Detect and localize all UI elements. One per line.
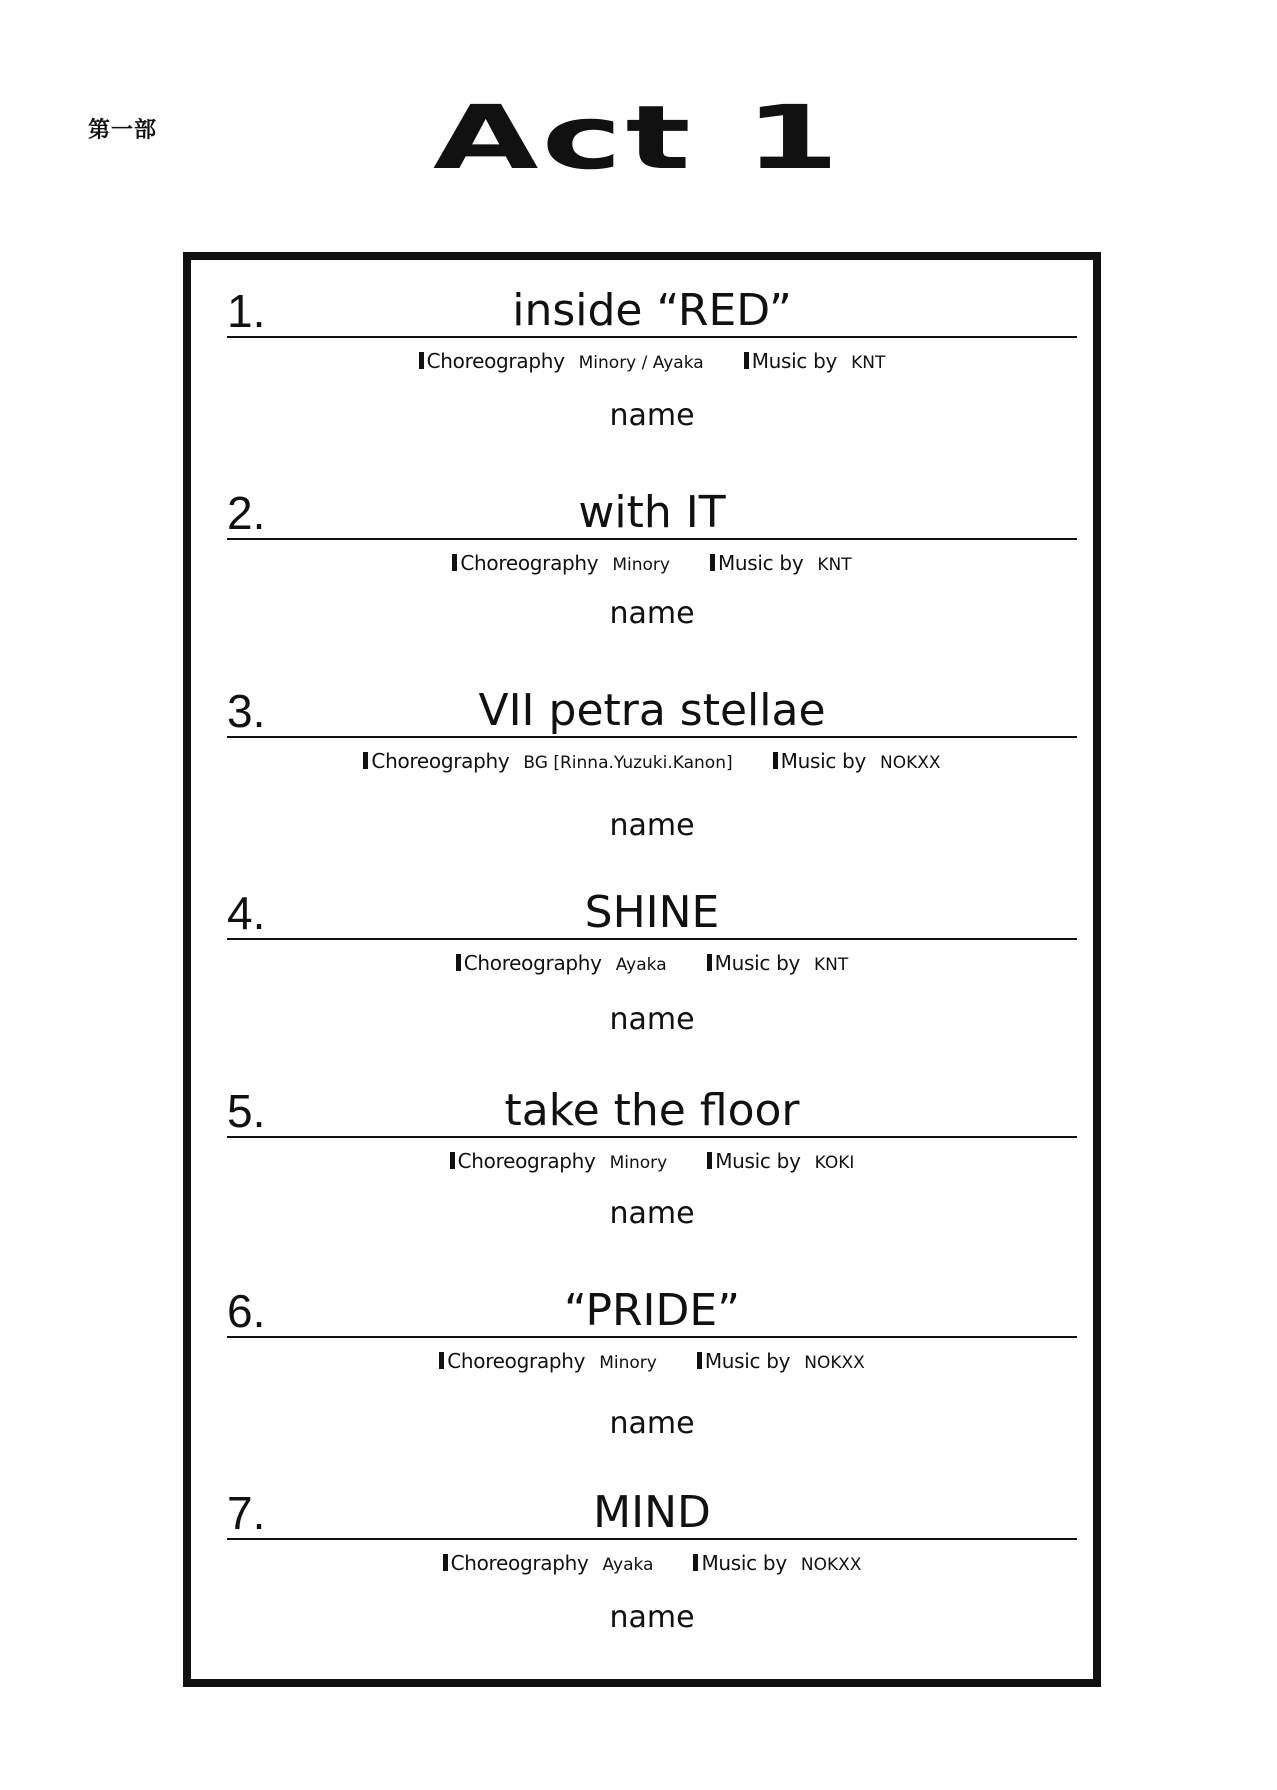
bar-marker [707,954,712,971]
bar-marker [707,1152,712,1169]
music-credit [744,348,886,376]
entry-number: 4. [227,887,266,939]
entry-heading [227,1080,1077,1138]
entry-heading [227,482,1077,540]
credits [227,1148,1077,1176]
performer-name: name [609,596,695,631]
choreography-label: Choreography [450,1551,589,1575]
choreography-label: Choreography [463,951,602,975]
bar-marker [710,554,715,571]
bar-marker [363,752,368,769]
entry-title: inside “RED” [512,285,792,336]
entry-heading [227,280,1077,338]
entry-number: 6. [227,1285,266,1337]
program-entry [227,1080,1077,1232]
credits [227,1550,1077,1578]
entry-heading [227,680,1077,738]
performer-name: name [609,1600,695,1635]
choreographer: Ayaka [615,955,667,975]
performer-name: name [609,398,695,433]
entry-heading [227,1482,1077,1540]
performer-name: name [609,1406,695,1441]
performer-name: name [609,1002,695,1037]
program-entry [227,680,1077,844]
performer-name: name [609,1196,695,1231]
choreographer: Minory [612,555,670,575]
bar-marker [450,1152,455,1169]
entry-heading [227,1280,1077,1338]
choreography-credit [443,1550,654,1578]
entry-title: take the floor [504,1085,800,1136]
composer: NOKXX [880,753,941,773]
choreography-credit [439,1348,657,1376]
choreography-credit [452,550,670,578]
performer-name: name [609,808,695,843]
choreography-label: Choreography [447,1349,586,1373]
choreographer: BG [Rinna.Yuzuki.Kanon] [523,753,733,773]
entry-title: “PRIDE” [564,1285,740,1336]
music-credit [693,1550,861,1578]
entry-title: MIND [593,1487,711,1538]
credits [227,748,1077,776]
music-label: Music by [704,1349,791,1373]
entry-number: 3. [227,685,266,737]
music-credit [707,1148,854,1176]
composer: KNT [851,353,886,373]
bar-marker [452,554,457,571]
bar-marker [443,1554,448,1571]
program-entry [227,1280,1077,1442]
choreography-credit [450,1148,668,1176]
choreography-credit [363,748,732,776]
credits [227,550,1077,578]
program-frame [183,252,1101,1687]
choreography-label: Choreography [457,1149,596,1173]
credits [227,950,1077,978]
bar-marker [693,1554,698,1571]
choreographer: Minory [609,1153,668,1173]
music-label: Music by [714,951,801,975]
bar-marker [697,1352,702,1369]
music-credit [697,1348,865,1376]
program-entry [227,882,1077,1038]
choreography-credit [419,348,704,376]
choreographer: Minory / Ayaka [578,353,704,373]
composer: KNT [814,955,849,975]
bar-marker [439,1352,444,1369]
program-entry [227,482,1077,632]
music-label: Music by [715,1149,801,1173]
entry-title: VII petra stellae [478,685,826,736]
choreography-label: Choreography [371,749,510,773]
entry-heading [227,882,1077,940]
choreography-label: Choreography [460,551,599,575]
choreography-label: Choreography [426,349,565,373]
music-credit [773,748,941,776]
entry-title: with IT [578,487,726,538]
program-entry [227,280,1077,434]
music-label: Music by [717,551,804,575]
music-label: Music by [780,749,867,773]
composer: KOKI [814,1153,855,1173]
act-title: Act 1 [432,86,843,189]
choreographer: Ayaka [602,1555,654,1575]
music-label: Music by [751,349,838,373]
music-credit [707,950,849,978]
bar-marker [456,954,461,971]
choreographer: Minory [599,1353,657,1373]
bar-marker [773,752,778,769]
entry-number: 1. [227,285,266,337]
bar-marker [744,352,749,369]
entry-number: 2. [227,487,266,539]
composer: NOKXX [800,1555,862,1575]
entry-title: SHINE [584,887,720,938]
entry-number: 5. [227,1085,266,1137]
music-credit [710,550,852,578]
music-label: Music by [701,1551,787,1575]
bar-marker [419,352,424,369]
program-entry [227,1482,1077,1636]
choreography-credit [456,950,667,978]
composer: NOKXX [804,1353,865,1373]
entry-number: 7. [227,1487,266,1539]
credits [227,348,1077,376]
part-label: 第一部 [88,118,158,143]
composer: KNT [817,555,852,575]
credits [227,1348,1077,1376]
